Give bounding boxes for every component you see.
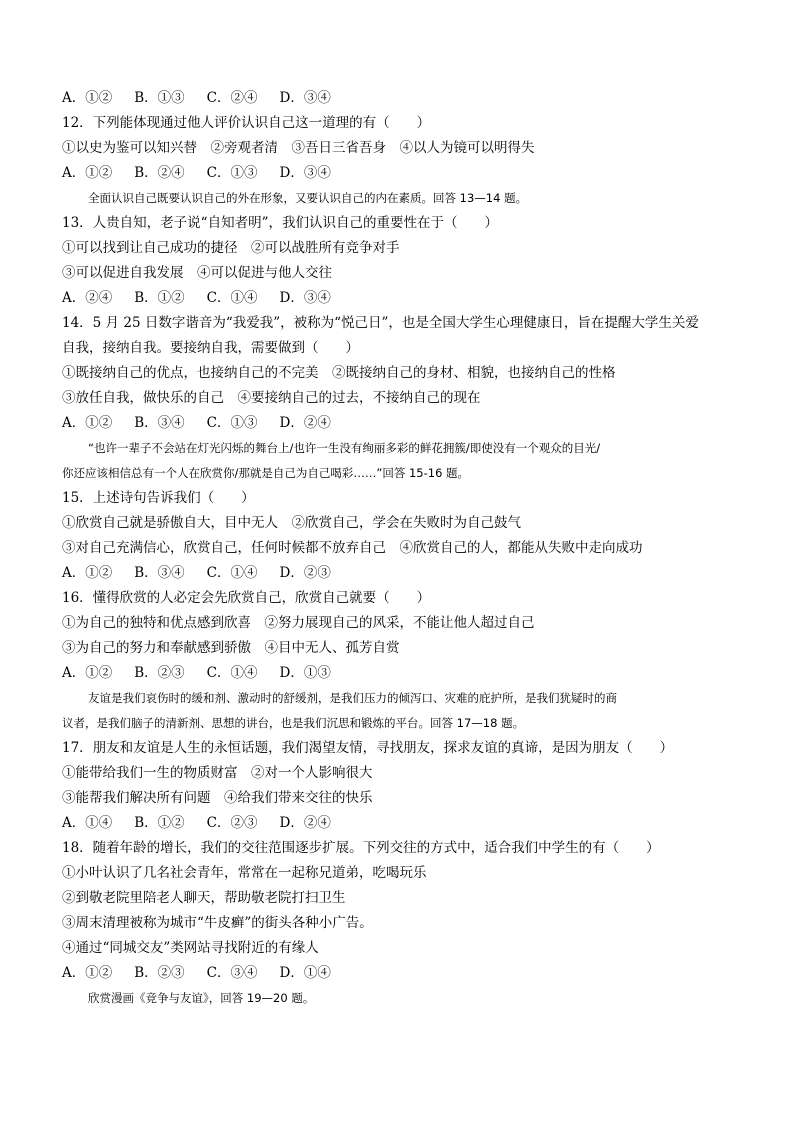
question-line: ①既接纳自己的优点，也接纳自己的不完美 ②既接纳自己的身材、相貌，也接纳自己的性格 <box>62 365 616 381</box>
question-line: ①小叶认识了几名社会青年，常常在一起称兄道弟，吃喝玩乐 <box>62 865 427 881</box>
question-line: ①以史为鉴可以知兴替 ②旁观者清 ③吾日三省吾身 ④以人为镜可以明得失 <box>62 140 535 156</box>
answer-option: C．①④ <box>206 290 258 306</box>
passage-line: 全面认识自己既要认识自己的外在形象，又要认识自己的内在素质。回答 13—14 题。 <box>88 191 528 205</box>
answer-option: B．②④ <box>134 165 185 181</box>
answer-option: D．③④ <box>279 290 331 306</box>
question-line: ④通过“同城交友”类网站寻找附近的有缘人 <box>62 940 319 956</box>
question-line: ①可以找到让自己成功的捷径 ②可以战胜所有竞争对手 <box>62 240 400 256</box>
answer-option: C．③④ <box>206 965 258 981</box>
question-line: 15．上述诗句告诉我们（ ） <box>62 490 255 506</box>
question-line: 12．下列能体现通过他人评价认识自己这一道理的有（ ） <box>62 115 431 131</box>
answer-option: B．②③ <box>134 965 185 981</box>
question-line: 17．朋友和友谊是人生的永恒话题，我们渴望友情，寻找朋友，探求友谊的真谛，是因为朋友（ ） <box>62 740 674 756</box>
answer-option: D．②③ <box>279 565 331 581</box>
answer-option: D．①④ <box>279 965 331 981</box>
answer-option: C．②④ <box>206 90 258 106</box>
answer-options <box>62 811 742 836</box>
answer-option: B．①② <box>134 290 185 306</box>
passage-line: 友谊是我们哀伤时的缓和剂、激动时的舒缓剂，是我们压力的倾泻口、灾难的庇护所，是我们犹疑时的商 <box>88 691 617 705</box>
answer-options <box>62 661 742 686</box>
passage-line: 欣赏漫画《竞争与友谊》，回答 19—20 题。 <box>88 991 315 1005</box>
answer-option: A．②④ <box>62 290 113 306</box>
answer-option: B．①② <box>134 815 185 831</box>
question-line: 18．随着年龄的增长，我们的交往范围逐步扩展。下列交往的方式中，适合我们中学生的有（ ） <box>62 840 660 856</box>
answer-option: C．①④ <box>206 565 258 581</box>
answer-options <box>62 86 742 111</box>
answer-option: A．①② <box>62 665 113 681</box>
answer-option: D．①③ <box>279 665 331 681</box>
answer-options <box>62 561 742 586</box>
question-line: ①能带给我们一生的物质财富 ②对一个人影响很大 <box>62 765 373 781</box>
question-line: ①为自己的独特和优点感到欣喜 ②努力展现自己的风采，不能让他人超过自己 <box>62 615 535 631</box>
passage-line: 议者，是我们脑子的清新剂、思想的讲台，也是我们沉思和锻炼的平台。回答 17—18 题。 <box>62 716 525 730</box>
question-line: 16．懂得欣赏的人必定会先欣赏自己，欣赏自己就要（ ） <box>62 590 431 606</box>
question-line: ①欣赏自己就是骄傲自大，目中无人 ②欣赏自己，学会在失败时为自己鼓气 <box>62 515 521 531</box>
answer-option: D．②④ <box>279 815 331 831</box>
question-line: ③对自己充满信心，欣赏自己，任何时候都不放弃自己 ④欣赏自己的人，都能从失败中走向成功 <box>62 540 643 556</box>
answer-options <box>62 961 742 986</box>
passage-line: 你还应该相信总有一个人在欣赏你/那就是自己为自己喝彩……”回答 15-16 题。 <box>62 466 470 480</box>
exam-page <box>62 86 742 1011</box>
answer-option: B．③④ <box>134 415 185 431</box>
answer-options <box>62 411 742 436</box>
question-line: ③能帮我们解决所有问题 ④给我们带来交往的快乐 <box>62 790 373 806</box>
question-line: ③可以促进自我发展 ④可以促进与他人交往 <box>62 265 332 281</box>
answer-option: A．①② <box>62 965 113 981</box>
question-line: 13．人贵自知，老子说“自知者明”，我们认识自己的重要性在于（ ） <box>62 215 498 231</box>
question-line: ③为自己的努力和奉献感到骄傲 ④目中无人、孤芳自赏 <box>62 640 400 656</box>
answer-options <box>62 161 742 186</box>
answer-option: A．①② <box>62 90 113 106</box>
answer-option: B．①③ <box>134 90 185 106</box>
question-line: ③周末清理被称为城市“牛皮癣”的街头各种小广告。 <box>62 915 373 931</box>
answer-option: D．③④ <box>279 90 331 106</box>
answer-option: D．②④ <box>279 415 331 431</box>
answer-option: A．①② <box>62 165 113 181</box>
question-line: 14．5 月 25 日数字谐音为“我爱我”，被称为“悦己日”，也是全国大学生心理健康日，旨在提醒大学生关爱 <box>62 315 699 331</box>
answer-option: A．①② <box>62 565 113 581</box>
answer-option: A．①② <box>62 415 113 431</box>
answer-option: C．①③ <box>206 165 258 181</box>
answer-option: C．②③ <box>206 815 258 831</box>
answer-option: B．③④ <box>134 565 185 581</box>
answer-options <box>62 286 742 311</box>
answer-option: C．①④ <box>206 665 258 681</box>
question-line: ②到敬老院里陪老人聊天，帮助敬老院打扫卫生 <box>62 890 346 906</box>
answer-option: A．①④ <box>62 815 113 831</box>
question-line: ③放任自我，做快乐的自己 ④要接纳自己的过去，不接纳自己的现在 <box>62 390 481 406</box>
answer-option: D．③④ <box>279 165 331 181</box>
passage-line: “也许一辈子不会站在灯光闪烁的舞台上/也许一生没有绚丽多彩的鲜花拥簇/即使没有一个观众的目光/ <box>88 441 601 455</box>
question-line: 自我，接纳自我。要接纳自我，需要做到（ ） <box>62 340 359 356</box>
answer-option: B．②③ <box>134 665 185 681</box>
answer-option: C．①③ <box>206 415 258 431</box>
